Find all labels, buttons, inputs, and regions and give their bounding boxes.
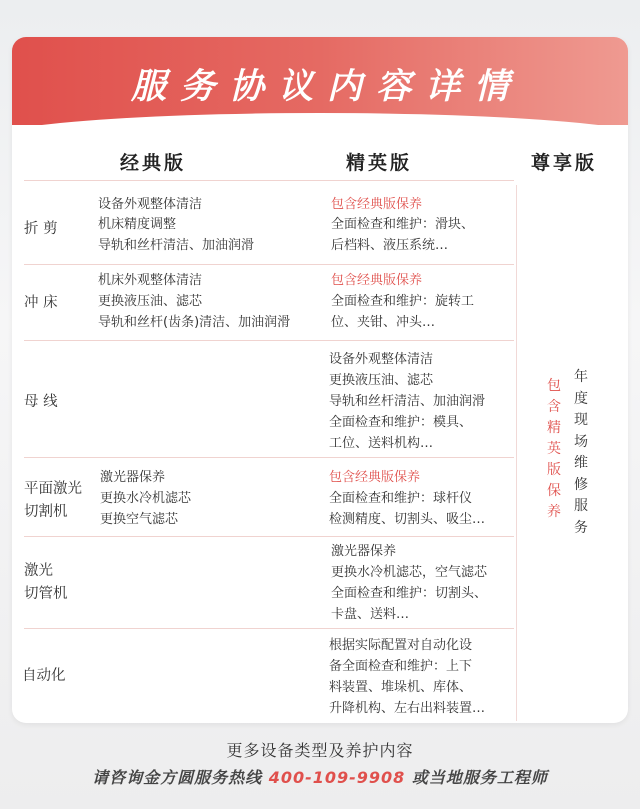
elite-item: 卡盘、送料… — [331, 607, 410, 622]
hotline-phone-number[interactable]: 400-109-9908 — [268, 768, 406, 787]
elite-item: 导轨和丝杆清洁、加油润滑 — [329, 394, 486, 409]
page-title: 服务协议内容详情 — [130, 67, 523, 107]
row-divider — [24, 340, 514, 341]
column-header-elite: 精英版 — [346, 152, 413, 174]
row-divider — [24, 264, 514, 265]
elite-item: 更换水冷机滤芯，空气滤芯 — [331, 565, 488, 580]
elite-item: 后档料、液压系统… — [331, 238, 449, 253]
elite-item: 激光器保养 — [331, 544, 397, 559]
premium-includes-elite: 包含精英版保养 — [547, 378, 561, 520]
row-divider — [24, 180, 514, 181]
elite-item: 检测精度、切割头、吸尘… — [329, 512, 486, 527]
elite-item: 工位、送料机构… — [329, 436, 434, 451]
device-name: 激光 切管机 — [24, 563, 68, 602]
classic-item: 更换水冷机滤芯 — [100, 491, 192, 506]
elite-item: 全面检查和维护：切割头、 — [331, 586, 488, 601]
elite-item: 全面检查和维护：球杆仪 — [329, 491, 473, 506]
device-name: 冲 床 — [24, 295, 58, 311]
column-header-premium: 尊享版 — [531, 152, 598, 174]
elite-item: 备全面检查和维护：上下 — [329, 659, 473, 674]
classic-item: 导轨和丝杆清洁、加油润滑 — [98, 238, 255, 253]
elite-item: 料装置、堆垛机、库体、 — [329, 680, 473, 695]
row-divider — [24, 457, 514, 458]
classic-item: 机床精度调整 — [98, 217, 177, 232]
elite-highlight: 包含经典版保养 — [331, 273, 423, 288]
row-divider — [24, 628, 514, 629]
classic-item: 激光器保养 — [100, 470, 166, 485]
elite-item: 全面检查和维护：模具、 — [329, 415, 473, 430]
elite-item: 位、夹钳、冲头… — [331, 315, 436, 330]
elite-item: 升降机构、左右出料装置… — [329, 701, 486, 716]
footer-more-info: 更多设备类型及养护内容 — [226, 741, 414, 760]
column-divider — [516, 185, 517, 721]
device-name: 折 剪 — [24, 221, 58, 237]
footer-hotline — [0, 765, 640, 788]
elite-item: 设备外观整体清洁 — [329, 352, 434, 367]
footer-hotline-suffix: 或当地服务工程师 — [411, 768, 548, 787]
premium-annual-service: 年度现场维修服务 — [574, 369, 588, 536]
classic-item: 更换液压油、滤芯 — [98, 294, 203, 309]
title-banner — [12, 37, 628, 125]
elite-highlight: 包含经典版保养 — [331, 197, 423, 212]
elite-item: 全面检查和维护：旋转工 — [331, 294, 475, 309]
classic-item: 更换空气滤芯 — [100, 512, 179, 527]
service-agreement-card — [12, 37, 628, 723]
elite-highlight: 包含经典版保养 — [329, 470, 421, 485]
elite-item: 更换液压油、滤芯 — [329, 373, 434, 388]
footer-hotline-prefix: 请咨询金方圆服务热线 — [92, 768, 263, 787]
device-name: 母 线 — [24, 394, 58, 410]
row-divider — [24, 536, 514, 537]
device-name: 自动化 — [22, 668, 66, 684]
classic-item: 设备外观整体清洁 — [98, 197, 203, 212]
classic-item: 导轨和丝杆(齿条)清洁、加油润滑 — [98, 315, 291, 330]
device-name: 平面激光 切割机 — [24, 481, 82, 520]
column-header-classic: 经典版 — [120, 152, 187, 174]
elite-item: 根据实际配置对自动化设 — [329, 638, 473, 653]
classic-item: 机床外观整体清洁 — [98, 273, 203, 288]
elite-item: 全面检查和维护：滑块、 — [331, 217, 475, 232]
